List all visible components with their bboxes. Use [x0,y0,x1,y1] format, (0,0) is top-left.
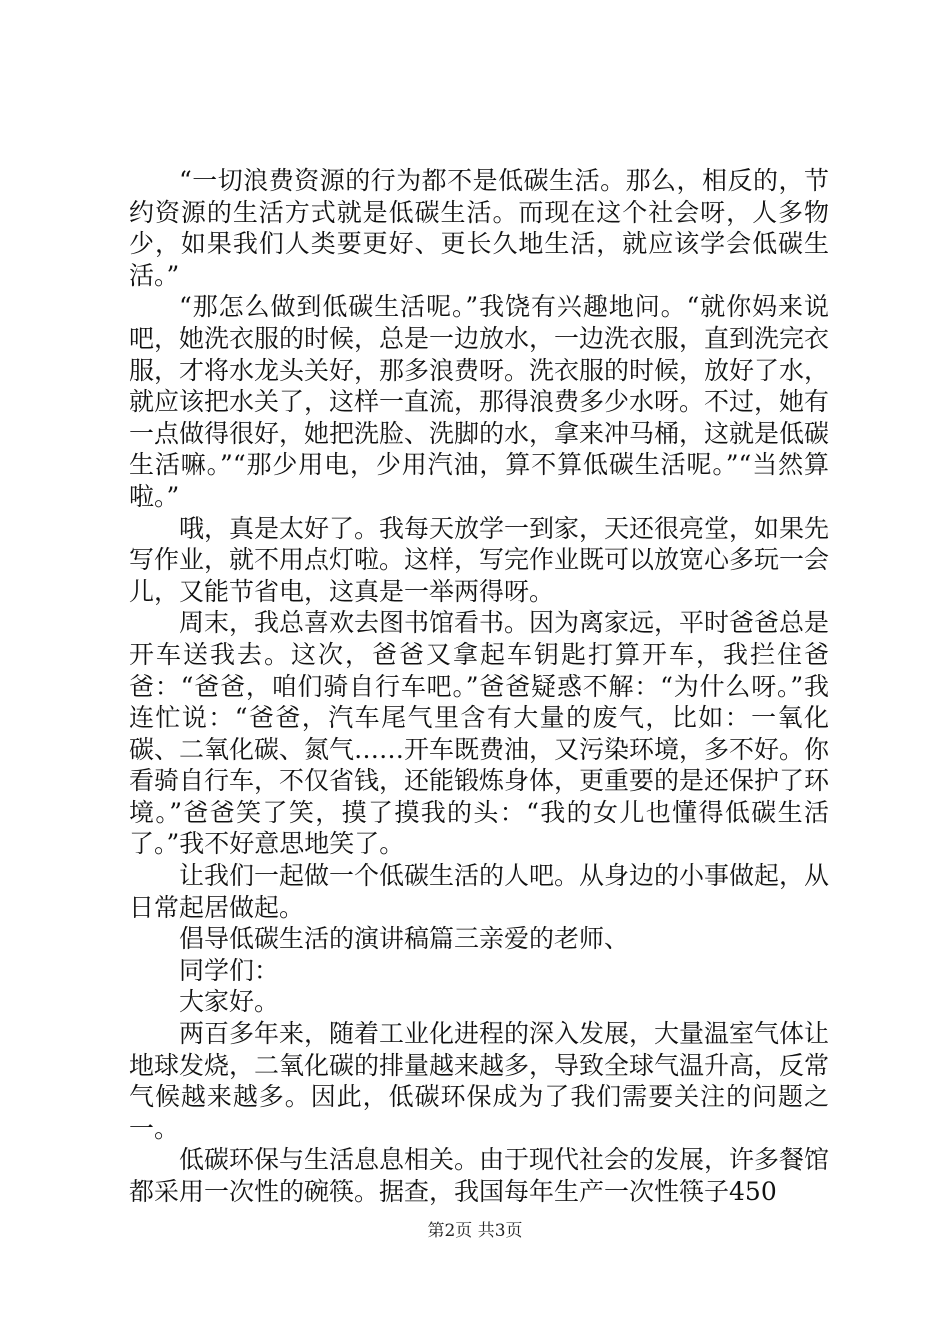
document-body [129,165,829,1208]
paragraph-1: “一切浪费资源的行为都不是低碳生活。那么，相反的，节约资源的生活方式就是低碳生活。而现在这个社会呀，人多物少，如果我们人类要更好、更长久地生活，就应该学会低碳生活。” [129,166,829,290]
paragraph-3: 哦，真是太好了。我每天放学一到家，天还很亮堂，如果先写作业，就不用点灯啦。这样，写完作业既可以放宽心多玩一会儿，又能节省电，这真是一举两得呀。 [129,513,830,606]
paragraph-10: 低碳环保与生活息息相关。由于现代社会的发展，许多餐馆都采用一次性的碗筷。据查，我国每年生产一次性筷子450 [129,1145,830,1206]
greeting: 大家好。 [179,987,280,1017]
salutation: 同学们： [179,955,280,985]
paragraph-4: 周末，我总喜欢去图书馆看书。因为离家远，平时爸爸总是开车送我去。这次，爸爸又拿起车钥匙打算开车，我拦住爸爸：“爸爸，咱们骑自行车吧。”爸爸疑惑不解：“为什么呀。”我连忙说：“爸爸，汽车尾气里含有大量的废气，比如：一氧化碳、二氧化碳、氮气……开车既费油，又污染环境，多不好。你看骑自行车，不仅省钱，还能锻炼身体，更重要的是还保护了环境。”爸爸笑了笑，摸了摸我的头：“我的女儿也懂得低碳生活了。”我不好意思地笑了。 [129,608,830,859]
page-footer: 第2页 共3页 [427,1221,523,1241]
section-heading: 倡导低碳生活的演讲稿篇三亲爱的老师、 [179,924,630,954]
paragraph-2: “那怎么做到低碳生活呢。”我饶有兴趣地问。“就你妈来说吧，她洗衣服的时候，总是一边放水，一边洗衣服，直到洗完衣服，才将水龙头关好，那多浪费呀。洗衣服的时候，放好了水，就应该把水关了，这样一直流，那得浪费多少水呀。不过，她有一点做得很好，她把洗脸、洗脚的水，拿来冲马桶，这就是低碳生活嘛。”“那少用电，少用汽油，算不算低碳生活呢。”“当然算啦。” [129,292,830,511]
paragraph-5: 让我们一起做一个低碳生活的人吧。从身边的小事做起，从日常起居做起。 [129,861,830,922]
paragraph-9: 两百多年来，随着工业化进程的深入发展，大量温室气体让地球发烧，二氧化碳的排量越来越多，导致全球气温升高，反常气候越来越多。因此，低碳环保成为了我们需要关注的问题之一。 [129,1019,830,1143]
